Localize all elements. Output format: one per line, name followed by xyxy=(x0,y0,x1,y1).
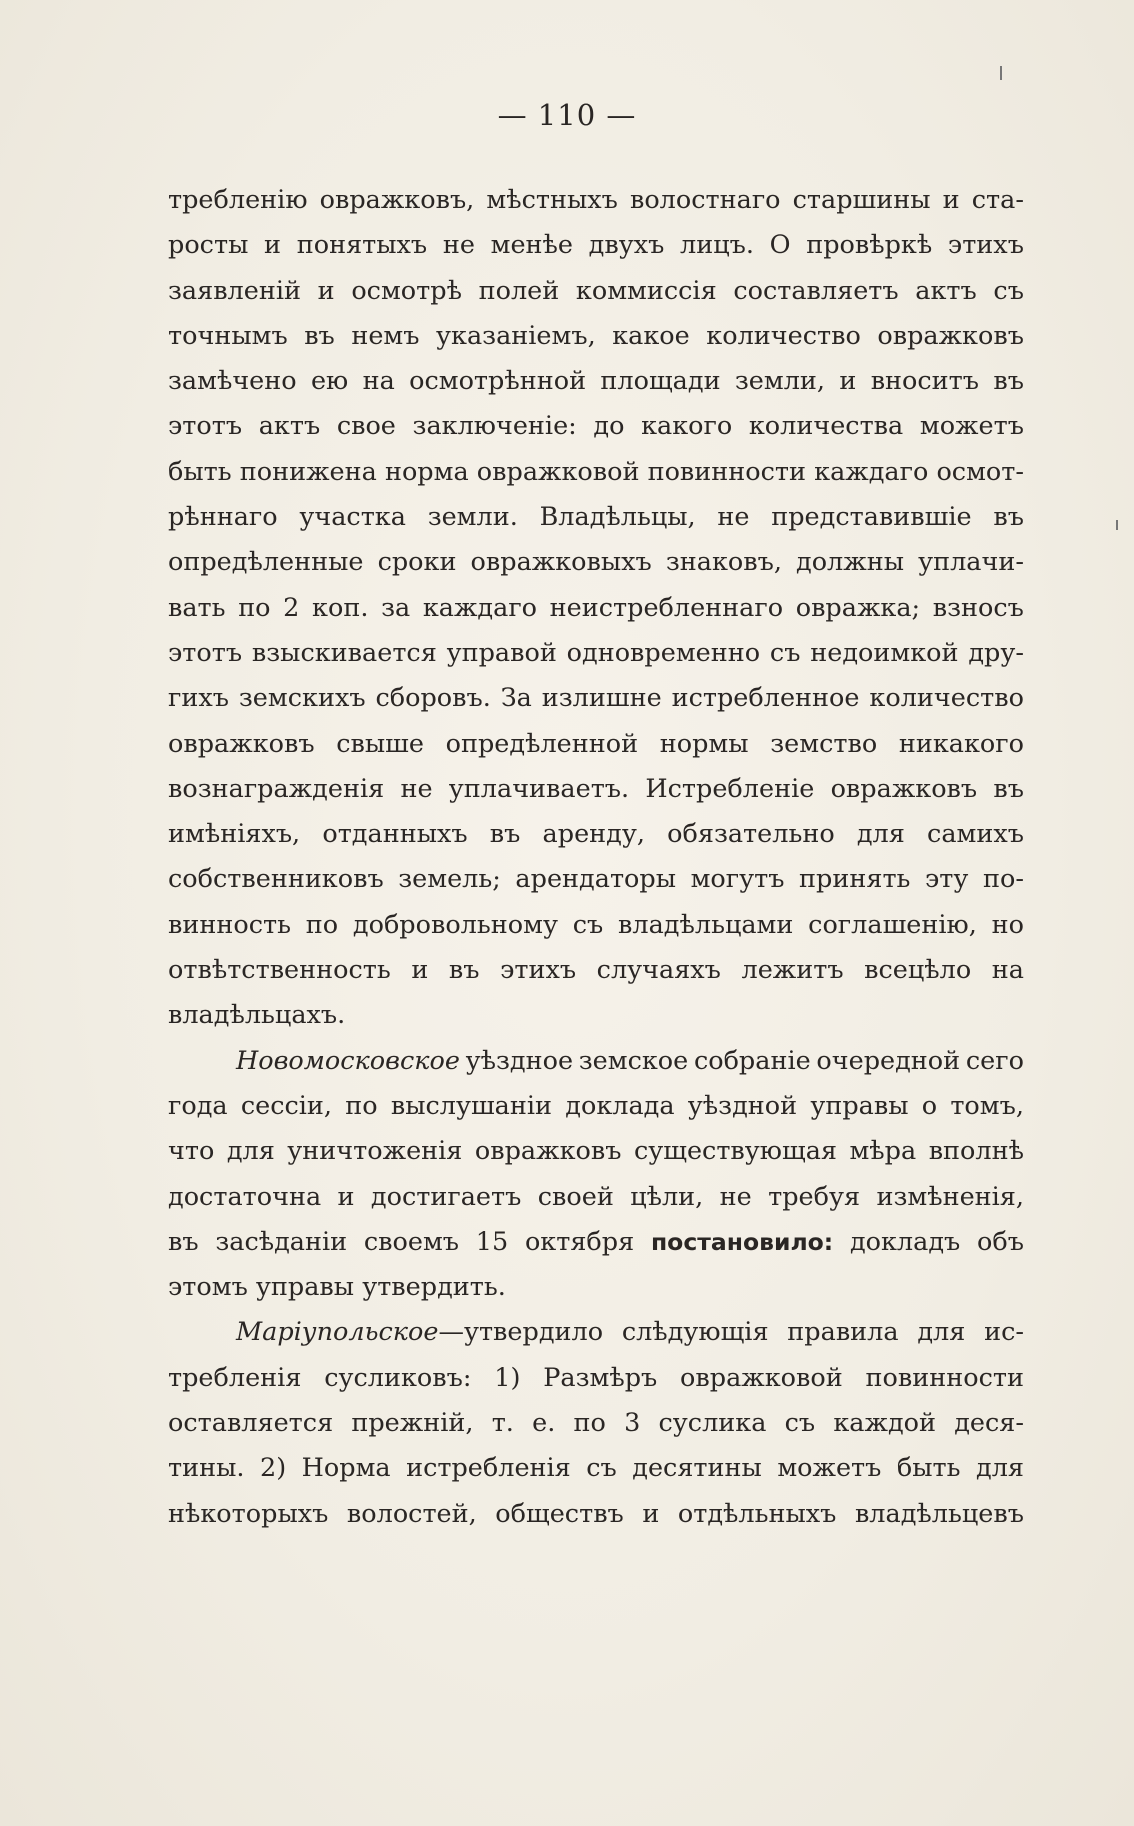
text-line xyxy=(168,1401,1024,1446)
word: достигаетъ xyxy=(370,1181,522,1212)
word: нормы xyxy=(659,728,749,759)
text-line xyxy=(168,450,1024,495)
word: могутъ xyxy=(690,864,785,895)
word: никакого xyxy=(898,728,1024,759)
word: отдѣльныхъ xyxy=(677,1498,837,1529)
word: т. xyxy=(491,1408,514,1439)
word: по- xyxy=(982,864,1024,895)
word: коп. xyxy=(312,592,369,623)
word: каждаго xyxy=(422,592,538,623)
word: осмотрѣнной xyxy=(409,366,587,397)
word: всецѣло xyxy=(864,955,972,986)
word: е. xyxy=(532,1408,556,1439)
word: земство xyxy=(770,728,878,759)
word: уѣздное xyxy=(465,1045,574,1076)
word: овражковъ xyxy=(168,728,315,759)
word: количество xyxy=(869,683,1024,714)
word: дру- xyxy=(968,637,1024,668)
word: земское xyxy=(578,1045,689,1076)
word: сборовъ. xyxy=(375,683,491,714)
word: полей xyxy=(478,275,560,306)
word: нѣкоторыхъ xyxy=(168,1498,329,1529)
word: должны xyxy=(796,547,905,578)
text-line xyxy=(168,314,1024,359)
word: истребленія xyxy=(406,1453,571,1484)
word: доклада xyxy=(565,1090,675,1121)
text-line xyxy=(168,948,1024,993)
word: количество xyxy=(706,320,861,351)
word: не xyxy=(400,773,433,804)
text-line xyxy=(168,223,1024,268)
word: какое xyxy=(612,320,690,351)
word: по xyxy=(345,1090,378,1121)
word: винность xyxy=(168,909,291,940)
text-line xyxy=(168,1175,1024,1220)
word: сессіи, xyxy=(240,1090,333,1121)
word: съ xyxy=(993,275,1024,306)
word: земскихъ xyxy=(238,683,366,714)
text-line xyxy=(168,586,1024,631)
word: измѣненія, xyxy=(876,1181,1024,1212)
word: представившіе xyxy=(771,502,972,533)
text-line xyxy=(168,857,1024,902)
word: отвѣтственность xyxy=(168,955,391,986)
word: о xyxy=(921,1090,938,1121)
word: быть xyxy=(896,1453,961,1484)
word: заключеніе: xyxy=(412,411,577,442)
word: съ xyxy=(784,1408,816,1439)
word: быть xyxy=(168,456,232,487)
word: знаковъ, xyxy=(665,547,782,578)
word: 15 xyxy=(475,1226,509,1257)
word: гихъ xyxy=(168,683,229,714)
word: можетъ xyxy=(777,1453,882,1484)
word: участка xyxy=(299,502,406,533)
word: земли. xyxy=(427,502,518,533)
word: въ xyxy=(489,819,521,850)
word: сроки xyxy=(377,547,457,578)
text-line xyxy=(168,767,1024,812)
word: вать xyxy=(168,592,226,623)
word: немъ xyxy=(351,320,420,351)
word: актъ xyxy=(258,411,321,442)
word: года xyxy=(168,1090,228,1121)
word: взносъ xyxy=(932,592,1024,623)
word: цѣли, xyxy=(630,1181,704,1212)
word: овражковыхъ xyxy=(470,547,652,578)
text-line xyxy=(168,1129,1024,1174)
word: истребленное xyxy=(671,683,860,714)
word: слѣдующія xyxy=(621,1317,769,1348)
word: опредѣленной xyxy=(445,728,639,759)
word: докладъ xyxy=(849,1226,961,1257)
word: коммиссія xyxy=(575,275,717,306)
word-group xyxy=(236,1310,603,1355)
word: составляетъ xyxy=(733,275,899,306)
word: деся- xyxy=(954,1408,1024,1439)
word: принять xyxy=(799,864,911,895)
word: ею xyxy=(310,366,349,397)
word: съ xyxy=(586,1453,617,1484)
text-line xyxy=(168,1356,1024,1401)
word: уѣздной xyxy=(687,1090,798,1121)
word: въ xyxy=(993,366,1024,397)
word: свое xyxy=(336,411,396,442)
word: управы xyxy=(810,1090,909,1121)
text-line xyxy=(168,676,1024,721)
word: выслушаніи xyxy=(390,1090,553,1121)
word: обществъ xyxy=(495,1498,624,1529)
word: арендаторы xyxy=(515,864,677,895)
word: овражковой xyxy=(476,456,640,487)
word: достаточна xyxy=(168,1181,322,1212)
word: волостей, xyxy=(346,1498,477,1529)
word: самихъ xyxy=(927,819,1024,850)
word: осмотрѣ xyxy=(351,275,462,306)
word: понижена xyxy=(239,456,377,487)
word: овражковъ xyxy=(877,320,1024,351)
text-line xyxy=(168,359,1024,404)
word: земли, xyxy=(734,366,826,397)
word: засѣданіи xyxy=(215,1226,348,1257)
word: тины. xyxy=(168,1453,245,1484)
word: оставляется xyxy=(168,1408,334,1439)
word: имѣніяхъ, xyxy=(168,819,301,850)
text-line xyxy=(168,1492,1024,1537)
word: этотъ xyxy=(168,637,243,668)
word: этихъ xyxy=(500,955,577,986)
word: старшины xyxy=(792,185,931,215)
word: не xyxy=(719,1181,752,1212)
paper-speck xyxy=(1116,520,1118,530)
word: осмот- xyxy=(936,456,1024,487)
word: по xyxy=(305,909,339,940)
word: сусликовъ: xyxy=(324,1362,472,1393)
word: земель; xyxy=(398,864,501,895)
word: по xyxy=(573,1408,606,1439)
word: О xyxy=(769,230,791,261)
word: сего xyxy=(965,1045,1024,1076)
word: лежитъ xyxy=(741,955,844,986)
word: существующая xyxy=(633,1136,837,1167)
word: понятыхъ xyxy=(296,230,428,261)
word: аренду, xyxy=(542,819,645,850)
word: суслика xyxy=(658,1408,767,1439)
word: прежній, xyxy=(351,1408,474,1439)
word: уплачиваетъ. xyxy=(448,773,630,804)
word: —утвердило xyxy=(438,1317,604,1348)
word: двухъ xyxy=(588,230,665,261)
text-line xyxy=(168,722,1024,767)
word: вполнѣ xyxy=(928,1136,1024,1167)
word: Истребленіе xyxy=(645,773,815,804)
text-line xyxy=(168,178,1024,223)
word: 2 xyxy=(283,592,300,623)
word: вознагражденія xyxy=(168,773,385,804)
text-line xyxy=(168,540,1024,585)
word: овражка; xyxy=(795,592,921,623)
text-line xyxy=(168,1446,1024,1491)
word: собственниковъ xyxy=(168,864,384,895)
word: количества xyxy=(748,411,904,442)
word: какого xyxy=(641,411,733,442)
word: требуя xyxy=(768,1181,861,1212)
word: въ xyxy=(448,955,480,986)
word: указаніемъ, xyxy=(436,320,596,351)
word: Владѣльцы, xyxy=(539,502,696,533)
word: своей xyxy=(537,1181,614,1212)
word: волостнаго xyxy=(629,185,781,215)
word: опредѣленные xyxy=(168,547,364,578)
text-line xyxy=(168,1039,1024,1084)
word: за xyxy=(381,592,411,623)
word: овражковой xyxy=(680,1362,843,1393)
word: собраніе xyxy=(693,1045,811,1076)
word: владѣльцами xyxy=(618,909,794,940)
word: по xyxy=(238,592,271,623)
word: Норма xyxy=(301,1453,391,1484)
word: до xyxy=(593,411,625,442)
text-line xyxy=(168,903,1024,948)
word: овражковъ xyxy=(474,1136,622,1167)
word: этотъ xyxy=(168,411,243,442)
word: для xyxy=(976,1453,1024,1484)
page-number: — 110 — xyxy=(497,98,637,132)
word: не xyxy=(717,502,750,533)
word: октября xyxy=(524,1226,635,1257)
word: каждаго xyxy=(814,456,929,487)
word: и xyxy=(411,955,429,986)
word: для xyxy=(917,1317,966,1348)
word: постановило: xyxy=(650,1227,834,1256)
word: ста- xyxy=(971,185,1024,215)
word: овражковъ xyxy=(830,773,978,804)
word: За xyxy=(500,683,532,714)
word: и xyxy=(337,1181,355,1212)
word: и xyxy=(642,1498,660,1529)
word: Размѣръ xyxy=(543,1362,658,1393)
word: съ xyxy=(769,637,801,668)
word: и xyxy=(942,185,960,215)
word: каждой xyxy=(833,1408,936,1439)
word: 2) xyxy=(259,1453,287,1484)
word: для xyxy=(226,1136,275,1167)
text-line xyxy=(168,1220,1024,1265)
word: уплачи- xyxy=(918,547,1024,578)
word: норма xyxy=(384,456,469,487)
word: что xyxy=(168,1136,215,1167)
text-line xyxy=(168,404,1024,449)
text-line xyxy=(168,495,1024,540)
word: въ xyxy=(993,502,1024,533)
word: повинности xyxy=(865,1362,1024,1393)
word: эту xyxy=(925,864,969,895)
word: и xyxy=(264,230,282,261)
word: замѣчено xyxy=(168,366,297,397)
word: ис- xyxy=(984,1317,1024,1348)
word: отданныхъ xyxy=(322,819,468,850)
word: но xyxy=(991,909,1024,940)
word: можетъ xyxy=(919,411,1024,442)
word: своемъ xyxy=(363,1226,460,1257)
word: мѣра xyxy=(849,1136,917,1167)
word: въ xyxy=(304,320,335,351)
word: лицъ. xyxy=(680,230,754,261)
word: 1) xyxy=(494,1362,521,1393)
word: площади xyxy=(600,366,721,397)
text-line-last: этомъ управы утвердить. xyxy=(168,1272,506,1303)
word: правила xyxy=(787,1317,899,1348)
word: овражковъ, xyxy=(319,185,475,215)
word: свыше xyxy=(336,728,424,759)
word: этихъ xyxy=(947,230,1024,261)
word: и xyxy=(839,366,857,397)
word: 3 xyxy=(624,1408,641,1439)
text-line xyxy=(168,1084,1024,1129)
text-line-last: владѣльцахъ. xyxy=(168,1000,346,1031)
word: въ xyxy=(993,773,1024,804)
word: неистребленнаго xyxy=(549,592,784,623)
word: недоимкой xyxy=(810,637,959,668)
word: въ xyxy=(168,1226,199,1257)
word: добровольному xyxy=(352,909,558,940)
word: объ xyxy=(977,1226,1024,1257)
word: уничтоженія xyxy=(287,1136,463,1167)
word: управой xyxy=(446,637,557,668)
word: на xyxy=(991,955,1024,986)
word: рѣннаго xyxy=(168,502,278,533)
word: соглашенію, xyxy=(808,909,977,940)
text-line xyxy=(168,631,1024,676)
word: взыскивается xyxy=(251,637,437,668)
word: менѣе xyxy=(490,230,573,261)
body-text xyxy=(168,178,1024,1537)
text-line xyxy=(168,269,1024,314)
word: на xyxy=(362,366,395,397)
word: обязательно xyxy=(667,819,835,850)
word: точнымъ xyxy=(168,320,288,351)
word: Новомосковское xyxy=(236,1045,460,1076)
word: владѣльцевъ xyxy=(854,1498,1024,1529)
word: требленію xyxy=(168,185,308,215)
word: очередной xyxy=(816,1045,961,1076)
word: провѣркѣ xyxy=(806,230,933,261)
word: мѣстныхъ xyxy=(486,185,618,215)
word: повинности xyxy=(647,456,807,487)
word: росты xyxy=(168,230,249,261)
word: Маріупольское xyxy=(236,1317,439,1348)
word: случаяхъ xyxy=(596,955,721,986)
word: излишне xyxy=(541,683,662,714)
word: не xyxy=(442,230,475,261)
word: и xyxy=(317,275,335,306)
word: томъ, xyxy=(950,1090,1024,1121)
word: для xyxy=(856,819,905,850)
word: вноситъ xyxy=(870,366,980,397)
word: десятины xyxy=(632,1453,762,1484)
text-line xyxy=(168,1310,1024,1355)
paper-speck xyxy=(1000,66,1002,80)
word: актъ xyxy=(915,275,977,306)
word: требленія xyxy=(168,1362,302,1393)
word: одновременно xyxy=(566,637,761,668)
word: съ xyxy=(572,909,604,940)
word: заявленій xyxy=(168,275,301,306)
text-line xyxy=(168,812,1024,857)
